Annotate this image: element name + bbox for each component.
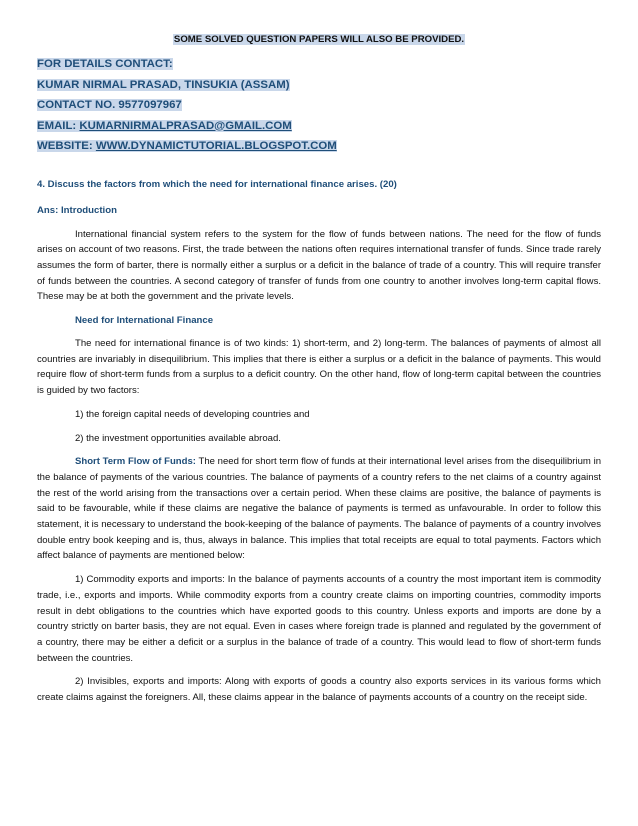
- factor-item-2: 2) the investment opportunities available abroad.: [75, 432, 281, 444]
- need-heading: Need for International Finance: [75, 315, 214, 327]
- contact-website: WEBSITE: WWW.DYNAMICTUTORIAL.BLOGSPOT.COM: [37, 140, 337, 152]
- email-link[interactable]: KUMARNIRMALPRASAD@GMAIL.COM: [79, 119, 292, 132]
- intro-paragraph: International financial system refers to the system for the flow of funds between nations. The need for the flow of funds arises on account of two reasons. First, the trade between the nations often requires international transfer of funds. Since trade rarely assumes the form of barter, there is normally either a surplus or a deficit in the balance of trade of a country. This will require transfer of funds between the countries. A second category of transfer of funds from one country to another involves long-term capital flows. These may be at both the government and the private levels.: [37, 228, 601, 303]
- commodity-paragraph: 1) Commodity exports and imports: In the balance of payments accounts of a country the most important item is commodity trade, i.e., exports and imports. While commodity exports from a country create claims on importing countries, commodity imports result in debt obligations to the countries which have exported goods to this country. Unless exports and imports are done by a country strictly on barter basis, they are not equal. Even in cases where foreign trade is planned and regulated by the government of a country, there may be either a deficit or a surplus in the balance of trade of a country. This would lead to flow of short-term funds between the countries.: [37, 574, 601, 664]
- contact-heading: FOR DETAILS CONTACT:: [37, 58, 173, 70]
- need-paragraph: The need for international finance is of two kinds: 1) short-term, and 2) long-term. The balances of payments of almost all countries are invariably in disequilibrium. This implies that there is either a surplus or a deficit in the balance of payments. This would require flow of short-term funds from a surplus to a deficit country. On the other hand, flow of long-term capital between the countries is guided by two factors:: [37, 338, 601, 397]
- banner-notice: SOME SOLVED QUESTION PAPERS WILL ALSO BE PROVIDED.: [173, 34, 465, 45]
- invisibles-paragraph: 2) Invisibles, exports and imports: Along with exports of goods a country also exports services in its various forms which create claims against the foreigners. All, these claims appear in the balance of payments accounts of a country on the receipt side.: [37, 676, 601, 704]
- question-heading: 4. Discuss the factors from which the need for international finance arises. (20): [37, 178, 397, 190]
- contact-name: KUMAR NIRMAL PRASAD, TINSUKIA (ASSAM): [37, 78, 290, 91]
- factor-item-1: 1) the foreign capital needs of developing countries and: [75, 408, 310, 420]
- answer-heading: Ans: Introduction: [37, 204, 117, 216]
- contact-phone: CONTACT NO. 9577097967: [37, 99, 182, 111]
- short-term-paragraph: Short Term Flow of Funds: The need for short term flow of funds at their international level arises from the disequilibrium in the balance of payments of the various countries. The balance of payments of a country refers to the net claims of a country against the rest of the world arising from the transactions over a certain period. When these claims are positive, the balance of payments is said to be favourable, while if these claims are negative the balance of payments is termed as unfavourable. In order to follow this statement, it is necessary to understand the book-keeping of the balance of payments. The balance of payments of a country involves double entry book keeping and is, thus, always in balance. This implies that total receipts are equal to total payments. Factors which affect balance of payments are mentioned below:: [37, 456, 601, 562]
- short-term-heading: Short Term Flow of Funds:: [75, 456, 196, 468]
- website-link[interactable]: WWW.DYNAMICTUTORIAL.BLOGSPOT.COM: [95, 140, 337, 152]
- contact-email: EMAIL: KUMARNIRMALPRASAD@GMAIL.COM: [37, 119, 292, 132]
